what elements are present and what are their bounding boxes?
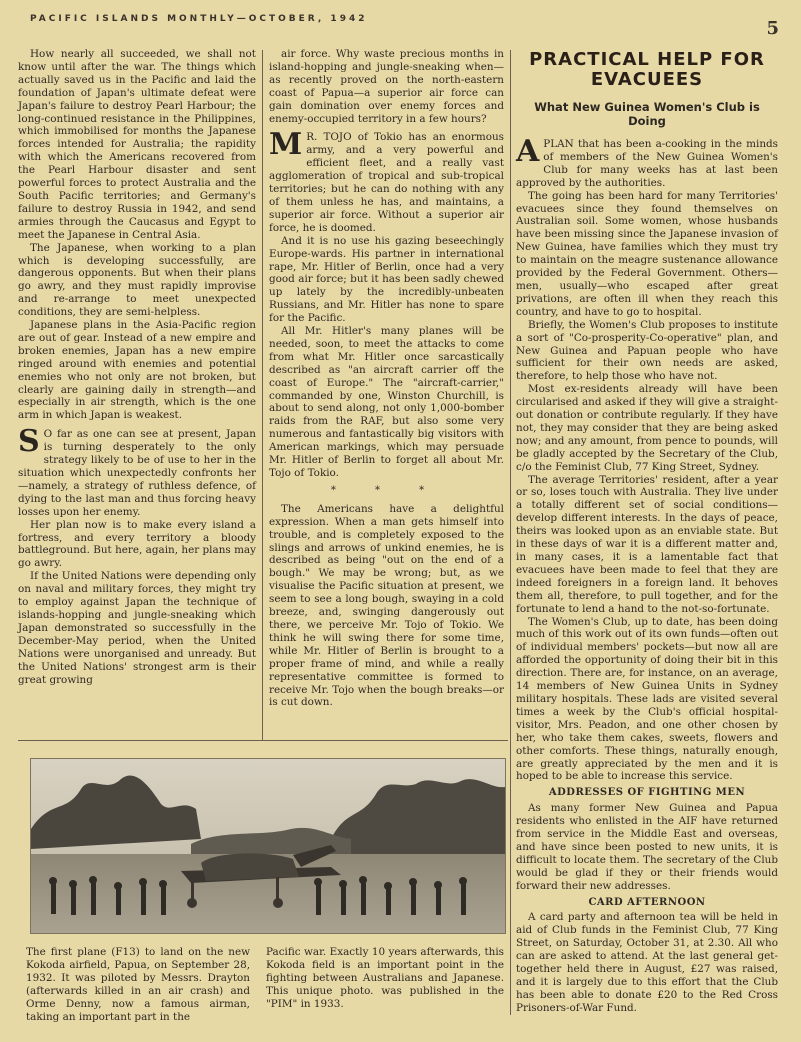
historic-photo xyxy=(30,758,506,934)
running-head: PACIFIC ISLANDS MONTHLY—OCTOBER, 1942 xyxy=(30,14,368,24)
paragraph: The Japanese, when working to a plan which is developing successfully, are dangerous opponents. But when their plans go awry, and they must rapidly improvise and re-arrange to meet unexpected conditions, they are semi-helpless. xyxy=(18,241,256,319)
section-break-stars: * * * xyxy=(330,484,443,496)
page-number: 5 xyxy=(766,18,779,39)
paragraph: As many former New Guinea and Papua residents who enlisted in the AIF have returned from service in the Middle East and overseas, and have since been posted to new units, it is difficult to locate them. The secretary of the Club would be glad if they or their friends would forward their new addresses. xyxy=(516,802,778,892)
paragraph: If the United Nations were depending only on naval and military forces, they might try to employ against Japan the technique of islands-hopping and jungle-sneaking which Japan demonstrated so successfully in the December-May period, when the United Nations were unorganised and unready. But the United Nations' strongest arm is their great growing xyxy=(18,570,256,686)
paragraph: Most ex-residents already will have been circularised and asked if they will give a straight-out donation or contribute regularly. If they have not, they may consider that they are being asked now; and any amount, from pence to pounds, will be gladly accepted by the Secretary of the Club, c/o the Feminist Club, 77 King Street, Sydney. xyxy=(516,383,778,473)
paragraph-dropcap xyxy=(516,134,778,190)
paragraph-text: PLAN that has been a-cooking in the minds of members of the New Guinea Women's Club for many weeks has at last been approved by the authorities. xyxy=(516,138,778,189)
section-heading: CARD AFTERNOON xyxy=(588,896,706,908)
drop-cap: M xyxy=(269,127,303,163)
paragraph: Briefly, the Women's Club proposes to institute a sort of "Co-prosperity-Co-operative" plan, and New Guinea and Papuan people who have sufficient for their own needs are asked, therefore, to help those who have not. xyxy=(516,318,778,383)
column-2 xyxy=(269,48,504,709)
column-rule-right xyxy=(510,50,511,1015)
column-rule-left xyxy=(262,50,263,740)
paragraph: The Women's Club, up to date, has been doing much of this work out of its own funds—often out of individual members' pockets—but now all are afforded the opportunity of doing their bit in this direction. There are, for instance, on an average, 14 members of New Guinea Units in Sydney military hospitals. These lads are visited several times a week by the Club's official hospital-visitor, Mrs. Peadon, and one other chosen by her, who take them cakes, sweets, flowers and other comforts. These things, naturally enough, are greatly appreciated by the men and it is hoped to be able to increase this service. xyxy=(516,615,778,783)
column-3 xyxy=(516,48,778,1015)
paragraph-text: R. TOJO of Tokio has an enormous army, and a very powerful and efficient fleet, and a really vast agglomeration of tropical and sub-tropical territories; but he can do nothing with any of them unless he has, and maintains, a superior air force. Without a superior air force, he is doomed. xyxy=(269,131,504,234)
photo-caption-right: Pacific war. Exactly 10 years afterwards, this Kokoda field is an important point in the fighting between Australians and Japanese. This unique photo. was published in the "PIM" in 1933. xyxy=(266,946,504,1010)
paragraph-dropcap xyxy=(18,424,256,518)
paragraph: And it is no use his gazing beseechingly Europe-wards. His partner in international rape, Mr. Hitler of Berlin, once had a very good air force; but it has been sadly chewed up lately by the incredibly-unbeaten Russians, and Mr. Hitler has none to spare for the Pacific. xyxy=(269,234,504,325)
paragraph: air force. Why waste precious months in island-hopping and jungle-sneaking when—as recently proved on the north-eastern coast of Papua—a superior air force can gain domination over enemy forces and enemy-occupied territory in a few hours? xyxy=(269,48,504,125)
article-subheadline: What New Guinea Women's Club is Doing xyxy=(534,100,760,128)
paragraph-text: O far as one can see at present, Japan is turning desperately to the only strategy likely to be of use to her in the situation which unexpectedly confronts her—namely, a strategy of ruthless defence, of dying to the last man and thus forcing heavy losses upon her enemy. xyxy=(18,428,256,518)
paragraph: All Mr. Hitler's many planes will be needed, soon, to meet the attacks to come from what Mr. Hitler once sarcastically described as "an aircraft carrier off the coast of Europe." The "aircraft-carrier," commanded by one, Winston Churchill, is about to send along, not only 1,000-bomber raids from the RAF, but also some very numerous and fantastically big visitors with American markings, which may persuade Mr. Hitler of Berlin to forget all about Mr. Tojo of Tokio. xyxy=(269,325,504,479)
column-1 xyxy=(18,48,256,686)
airplane-photo-icon xyxy=(31,759,505,933)
paragraph: A card party and afternoon tea will be held in aid of Club funds in the Feminist Club, 77 King Street, on Saturday, October 31, at 2.30. All who can are asked to attend. At the last general get-together held there in August, £27 was raised, and it is largely due to this effort that the Club has been able to donate £20 to the Red Cross Prisoners-of-War Fund. xyxy=(516,911,778,1014)
paragraph: The Americans have a delightful expression. When a man gets himself into trouble, and is completely exposed to the slings and arrows of unkind enemies, he is described as being "out on the end of a bough." We may be wrong; but, as we visualise the Pacific situation at present, we seem to see a long bough, swaying in a cold breeze, and, swinging dangerously out there, we perceive Mr. Tojo of Tokio. We think he will swing there for some time, while Mr. Hitler of Berlin is brought to a proper frame of mind, and while a really representative committee is formed to receive Mr. Tojo when the bough breaks—or is cut down. xyxy=(269,502,504,709)
drop-cap: S xyxy=(18,424,40,460)
section-heading: ADDRESSES OF FIGHTING MEN xyxy=(548,787,746,799)
paragraph-dropcap xyxy=(269,127,504,234)
photo-top-rule xyxy=(18,740,508,741)
paragraph: The going has been hard for many Territories' evacuees since they found themselves on Australian soil. Some women, whose husbands have been missing since the Japanese invasion of New Guinea, have families which they must try to maintain on the meagre sustenance allowance provided by the Federal Government. Others—men, usually—who escaped after great privations, are often ill when they reach this country, and have to go to hospital. xyxy=(516,189,778,318)
paragraph: How nearly all succeeded, we shall not know until after the war. The things which actually saved us in the Pacific and laid the foundation of Japan's ultimate defeat were Japan's failure to destroy Pearl Harbour; the long-continued resistance in the Philippines, which immobilised for months the Japanese forces intended for Australia; the rapidity with which the Americans recovered from the Pearl Harbour disaster and sent powerful forces to protect Australia and the South Pacific territories; and Germany's failure to destroy Russia in 1942, and send armies through the Caucasus and Egypt to meet the Japanese in Central Asia. xyxy=(18,48,256,241)
article-headline: PRACTICAL HELP FOR EVACUEES xyxy=(529,49,765,90)
paragraph: Her plan now is to make every island a fortress, and every territory a bloody battleground. But here, again, her plans may go awry. xyxy=(18,518,256,570)
photo-caption-left: The first plane (F13) to land on the new Kokoda airfield, Papua, on September 28, 1932. It was piloted by Messrs. Drayton (afterwards killed in an air crash) and Orme Denny, now a famous airman, taking an important part in the xyxy=(26,946,250,1023)
paragraph: The average Territories' resident, after a year or so, loses touch with Australia. They live under a totally different set of social conditions—develop different interests. In the days of peace, theirs was looked upon as an enviable state. But in these days of war it is a different matter and, in many cases, it is a lamentable fact that evacuees have been made to feel that they are indeed foreigners in a foreign land. It behoves them all, therefore, to pull together, and for the fortunate to lend a hand to the not-so-fortunate. xyxy=(516,473,778,615)
paragraph: Japanese plans in the Asia-Pacific region are out of gear. Instead of a new empire and broken enemies, Japan has a new empire ringed around with enemies and potential enemies who not only are not broken, but clearly are gaining daily in strength—and especially in air strength, which is the one arm in which Japan is weakest. xyxy=(18,319,256,422)
drop-cap: A xyxy=(516,134,540,169)
